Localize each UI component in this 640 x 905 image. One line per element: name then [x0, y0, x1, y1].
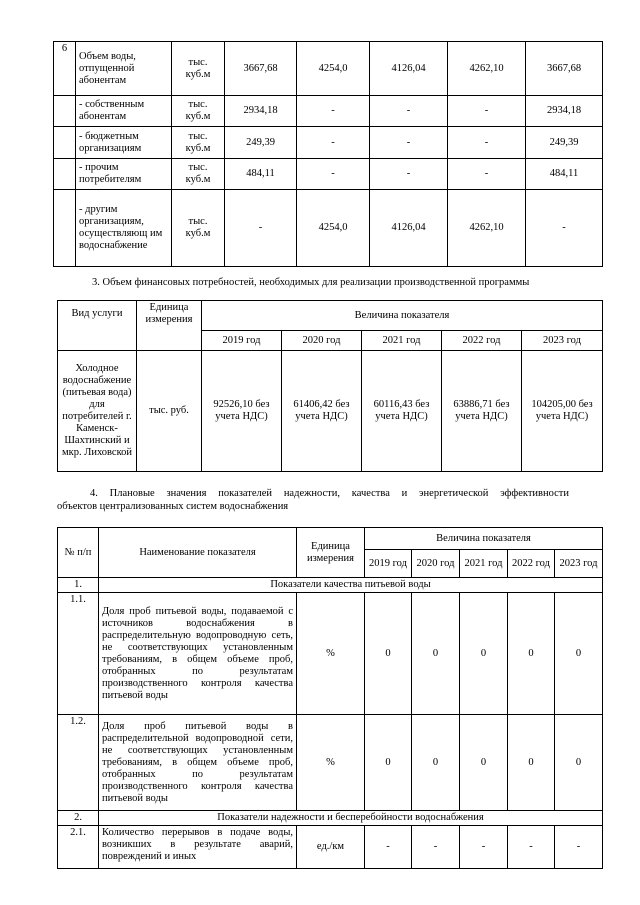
water-volume-table — [53, 41, 603, 267]
year-header: 2021 год — [460, 550, 508, 578]
row-name: - собственным абонентам — [76, 96, 172, 127]
value-cell: 0 — [412, 593, 460, 715]
value-cell: - — [297, 159, 370, 190]
year-header: 2022 год — [442, 331, 522, 351]
value-cell: - — [297, 96, 370, 127]
row-unit: тыс. куб.м — [172, 42, 225, 96]
value-cell: 249,39 — [225, 127, 297, 159]
value-cell: - — [225, 190, 297, 267]
value-cell: 3667,68 — [526, 42, 603, 96]
section-title: Показатели качества питьевой воды — [99, 578, 603, 593]
row-unit: % — [297, 593, 365, 715]
row-number: 2.1. — [58, 826, 99, 869]
year-header: 2023 год — [555, 550, 603, 578]
value-cell: 0 — [555, 593, 603, 715]
unit-header: Единица измерения — [137, 301, 202, 351]
value-cell: 2934,18 — [526, 96, 603, 127]
table-row — [58, 593, 603, 715]
value-cell: 0 — [555, 715, 603, 811]
row-number: 1.2. — [58, 715, 99, 811]
section-4-heading-line-2: объектов централизованных систем водоснабжения — [57, 501, 289, 512]
financial-needs-table — [57, 300, 603, 472]
row-name: - прочим потребителям — [76, 159, 172, 190]
value-cell: 0 — [508, 593, 555, 715]
year-header: 2019 год — [365, 550, 412, 578]
section-number: 1. — [58, 578, 99, 593]
row-unit: тыс. куб.м — [172, 159, 225, 190]
service-header: Вид услуги — [58, 301, 137, 351]
service-name: Холодное водоснабжение (питьевая вода) для потребителей г. Каменск-Шахтинский и мкр. Лиховской — [58, 351, 137, 472]
value-cell: 4254,0 — [297, 190, 370, 267]
value-cell: - — [448, 96, 526, 127]
row-name: - бюджетным организациям — [76, 127, 172, 159]
value-cell: 60116,43 без учета НДС) — [362, 351, 442, 472]
value-cell: 4126,04 — [370, 190, 448, 267]
row-name: Объем воды, отпущенной абонентам — [76, 42, 172, 96]
year-header: 2022 год — [508, 550, 555, 578]
value-cell: - — [370, 96, 448, 127]
section-3-heading: 3. Объем финансовых потребностей, необходимых для реализации производственной программы — [92, 277, 530, 288]
value-cell: 92526,10 без учета НДС) — [202, 351, 282, 472]
value-cell: 0 — [460, 715, 508, 811]
row-number — [54, 127, 76, 159]
value-cell: - — [370, 159, 448, 190]
value-cell: 4254,0 — [297, 42, 370, 96]
row-number: 6 — [54, 42, 76, 96]
year-header: 2020 год — [412, 550, 460, 578]
year-header: 2023 год — [522, 331, 603, 351]
section-number: 2. — [58, 811, 99, 826]
value-cell: 4262,10 — [448, 42, 526, 96]
value-cell: - — [448, 127, 526, 159]
section-4-heading — [57, 487, 602, 500]
service-unit: тыс. руб. — [137, 351, 202, 472]
row-name: Доля проб питьевой воды в распределительной водопроводной сети, не соответствующих установленным требованиям, в общем объеме проб, отобранных по результатам производственного контроля качества питьевой воды — [99, 715, 297, 811]
value-cell: - — [508, 826, 555, 869]
value-cell: 0 — [460, 593, 508, 715]
year-header: 2020 год — [282, 331, 362, 351]
section-title: Показатели надежности и бесперебойности водоснабжения — [99, 811, 603, 826]
value-cell: 63886,71 без учета НДС) — [442, 351, 522, 472]
value-cell: - — [448, 159, 526, 190]
num-header: № п/п — [58, 528, 99, 578]
row-name: - другим организациям, осуществляющ им водоснабжение — [76, 190, 172, 267]
table-row — [58, 715, 603, 811]
row-number: 1.1. — [58, 593, 99, 715]
value-cell: 0 — [412, 715, 460, 811]
row-unit: тыс. куб.м — [172, 96, 225, 127]
value-cell: 249,39 — [526, 127, 603, 159]
table-row — [54, 42, 603, 96]
table-header-row — [58, 301, 603, 331]
name-header: Наименование показателя — [99, 528, 297, 578]
value-cell: - — [370, 127, 448, 159]
section-row — [58, 811, 603, 826]
row-unit: тыс. куб.м — [172, 127, 225, 159]
value-cell: 3667,68 — [225, 42, 297, 96]
value-header: Величина показателя — [202, 301, 603, 331]
table-row — [58, 826, 603, 869]
row-unit: % — [297, 715, 365, 811]
section-row — [58, 578, 603, 593]
row-name: Количество перерывов в подаче воды, возникших в результате аварий, повреждений и иных — [99, 826, 297, 869]
row-number — [54, 190, 76, 267]
year-header: 2021 год — [362, 331, 442, 351]
value-cell: 484,11 — [225, 159, 297, 190]
table-row — [58, 351, 603, 472]
value-cell: 4126,04 — [370, 42, 448, 96]
table-row — [54, 127, 603, 159]
row-number — [54, 96, 76, 127]
year-header: 2019 год — [202, 331, 282, 351]
row-unit: ед./км — [297, 826, 365, 869]
table-row — [54, 96, 603, 127]
value-cell: 0 — [365, 715, 412, 811]
row-unit: тыс. куб.м — [172, 190, 225, 267]
value-cell: - — [297, 127, 370, 159]
value-cell: 0 — [508, 715, 555, 811]
table-row — [54, 190, 603, 267]
value-header: Величина показателя — [365, 528, 603, 550]
table-row — [54, 159, 603, 190]
value-cell: - — [460, 826, 508, 869]
table-header-row — [58, 528, 603, 550]
value-cell: 4262,10 — [448, 190, 526, 267]
unit-header: Единица измерения — [297, 528, 365, 578]
value-cell: - — [555, 826, 603, 869]
row-number — [54, 159, 76, 190]
value-cell: 2934,18 — [225, 96, 297, 127]
value-cell: 61406,42 без учета НДС) — [282, 351, 362, 472]
value-cell: 0 — [365, 593, 412, 715]
indicators-table — [57, 527, 603, 869]
value-cell: 104205,00 без учета НДС) — [522, 351, 603, 472]
value-cell: 484,11 — [526, 159, 603, 190]
value-cell: - — [365, 826, 412, 869]
row-name: Доля проб питьевой воды, подаваемой с источников водоснабжения в распределительную водопроводную сеть, не соответствующих установленным требованиям, в общем объеме проб, отобранных по результатам производственного контроля качества питьевой воды — [99, 593, 297, 715]
value-cell: - — [412, 826, 460, 869]
section-4-heading-line-1: 4. Плановые значения показателей надежности, качества и энергетической эффективности — [90, 488, 569, 499]
value-cell: - — [526, 190, 603, 267]
